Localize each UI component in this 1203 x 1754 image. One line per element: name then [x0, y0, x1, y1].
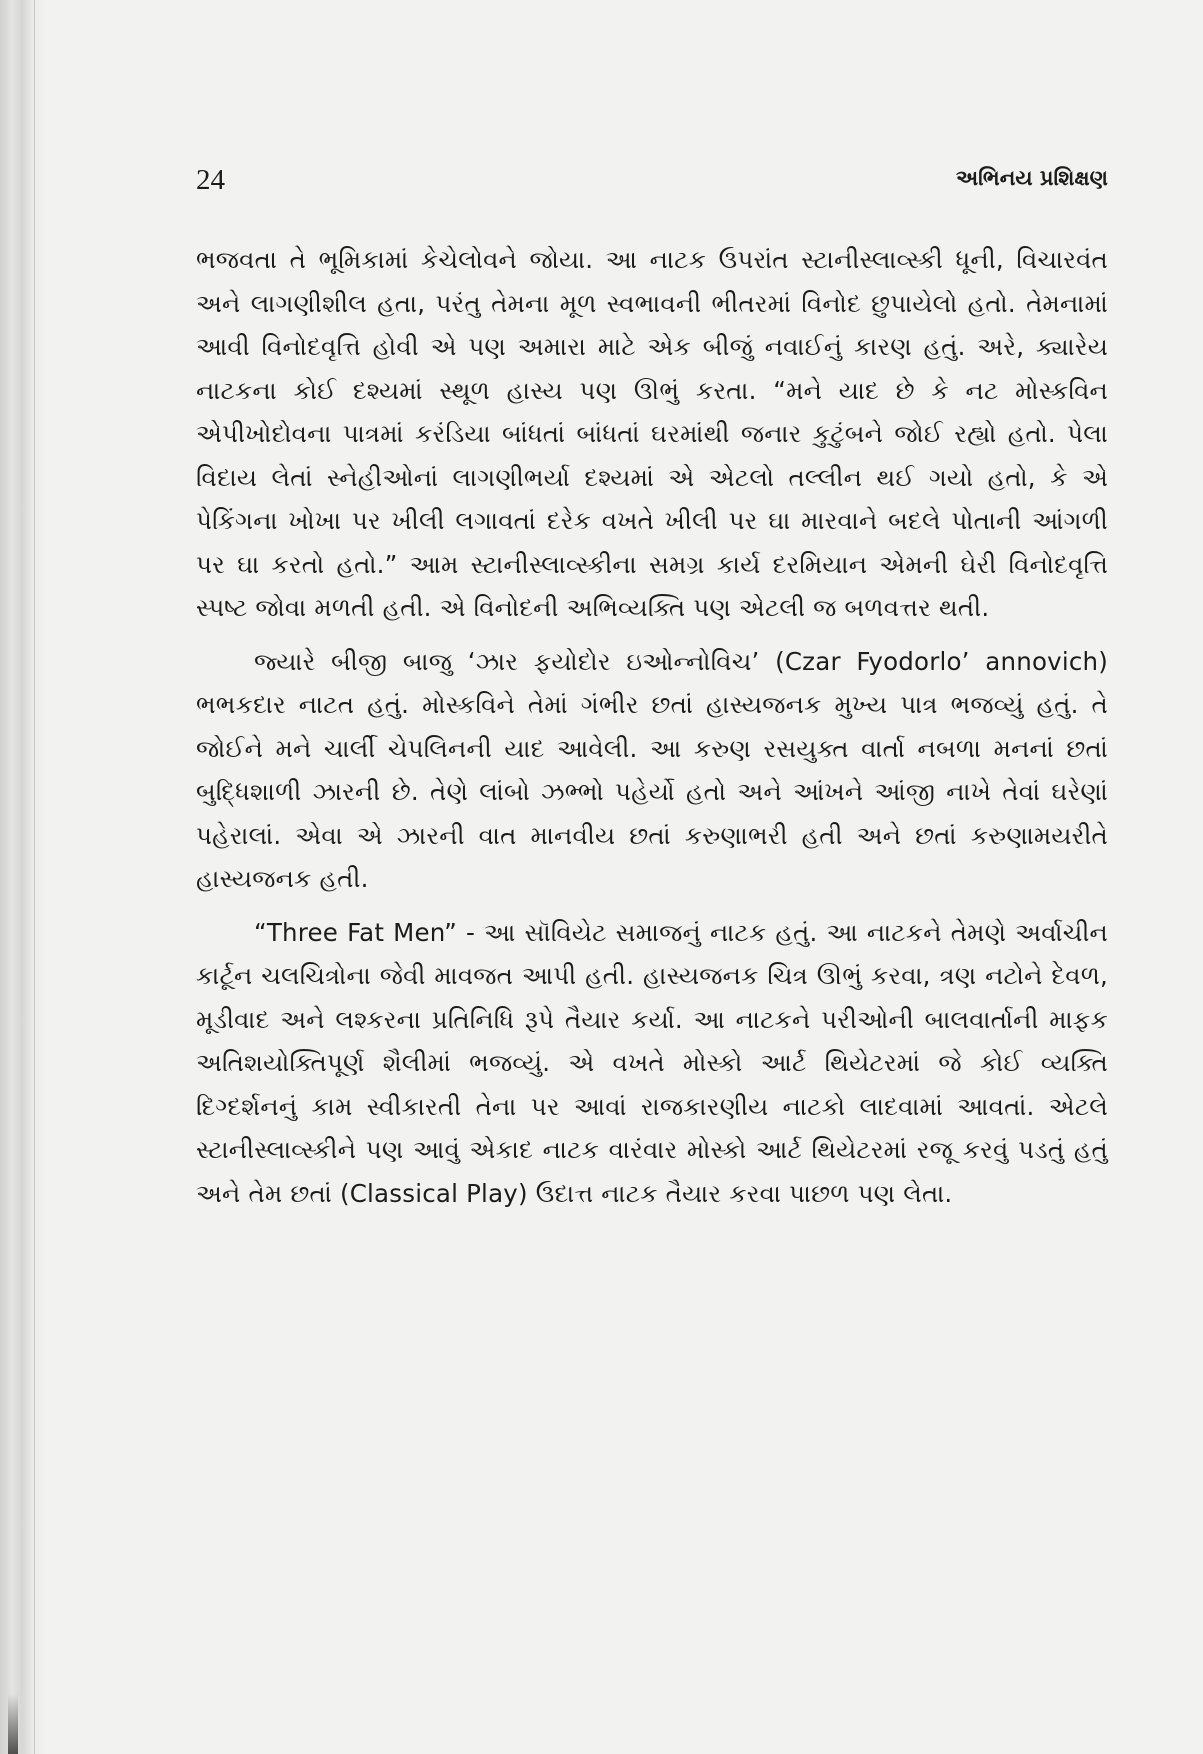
page-header [196, 160, 1108, 204]
paragraph: ભજવતા તે ભૂમિકામાં કેચેલોવને જોયા. આ નાટક ઉપરાંત સ્ટાનીસ્લાવ્સ્કી ધૂની, વિચારવંત અને લાગણીશીલ હતા, પરંતુ તેમના મૂળ સ્વભાવની ભીતરમાં વિનોદ છુપાયેલો હતો. તેમનામાં આવી વિનોદવૃત્તિ હોવી એ પણ અમારા માટે એક બીજું નવાઈનું કારણ હતું. અરે, ક્યારેય નાટકના કોઈ દશ્યમાં સ્થૂળ હાસ્ય પણ ઊભું કરતા. “મને યાદ છે કે નટ મોસ્કવિન એપીખોદોવના પાત્રમાં કરંડિયા બાંધતાં બાંધતાં ઘરમાંથી જનાર કુટુંબને જોઈ રહ્યો હતો. પેલા વિદાય લેતાં સ્નેહીઓનાં લાગણીભર્યા દશ્યમાં એ એટલો તલ્લીન થઈ ગયો હતો, કે એ પેકિંગના ખોખા પર ખીલી લગાવતાં દરેક વખતે ખીલી પર ઘા મારવાને બદલે પોતાની આંગળી પર ઘા કરતો હતો.” આમ સ્ટાનીસ્લાવ્સ્કીના સમગ્ર કાર્ય દરમિયાન એમની ઘેરી વિનોદવૃત્તિ સ્પષ્ટ જોવા મળતી હતી. એ વિનોદની અભિવ્યક્તિ પણ એટલી જ બળવત્તર થતી. [196, 245, 1108, 622]
body-text [196, 238, 1108, 1215]
running-title: અભિનય પ્રશિક્ષણ [956, 166, 1108, 190]
paragraph: જ્યારે બીજી બાજુ ‘ઝાર ફયોદોર ઇઓન્નોવિચ’ (Czar Fyodorlo’ annovich) ભભકદાર નાટત હતું. મોસ્કવિને તેમાં ગંભીર છતાં હાસ્યજનક મુખ્ય પાત્ર ભજવ્યું હતું. તે જોઈને મને ચાર્લી ચેપલિનની યાદ આવેલી. આ કરુણ રસયુક્ત વાર્તા નબળા મનનાં છતાં બુદ્ધિશાળી ઝારની છે. તેણે લાંબો ઝભ્ભો પહેર્યો હતો અને આંખને આંજી નાખે તેવાં ઘરેણાં પહેરાલાં. એવા એ ઝારની વાત માનવીય છતાં કરુણાભરી હતી અને છતાં કરુણામયરીતે હાસ્યજનક હતી. [196, 646, 1108, 893]
book-page-edge [0, 0, 46, 1754]
page-number: 24 [196, 164, 225, 196]
paragraph: “Three Fat Men” - આ સૉવિયેટ સમાજનું નાટક હતું. આ નાટકને તેમણે અર્વાચીન કાર્ટૂન ચલચિત્રોના જેવી માવજત આપી હતી. હાસ્યજનક ચિત્ર ઊભું કરવા, ત્રણ નટોને દેવળ, મૂડીવાદ અને લશ્કરના પ્રતિનિધિ રૂપે તૈયાર કર્યા. આ નાટકને પરીઓની બાલવાર્તાની માફક અતિશયોક્તિપૂર્ણ શૈલીમાં ભજવ્યું. એ વખતે મોસ્કો આર્ટ થિયેટરમાં જે કોઈ વ્યક્તિ દિગ્દર્શનનું કામ સ્વીકારતી તેના પર આવાં રાજકારણીય નાટકો લાદવામાં આવતાં. એટલે સ્ટાનીસ્લાવ્સ્કીને પણ આવું એકાદ નાટક વારંવાર મોસ્કો આર્ટ થિયેટરમાં રજૂ કરવું પડતું હતું અને તેમ છતાં (Classical Play) ઉદાત્ત નાટક તૈયાર કરવા પાછળ પણ લેતા. [196, 917, 1108, 1208]
